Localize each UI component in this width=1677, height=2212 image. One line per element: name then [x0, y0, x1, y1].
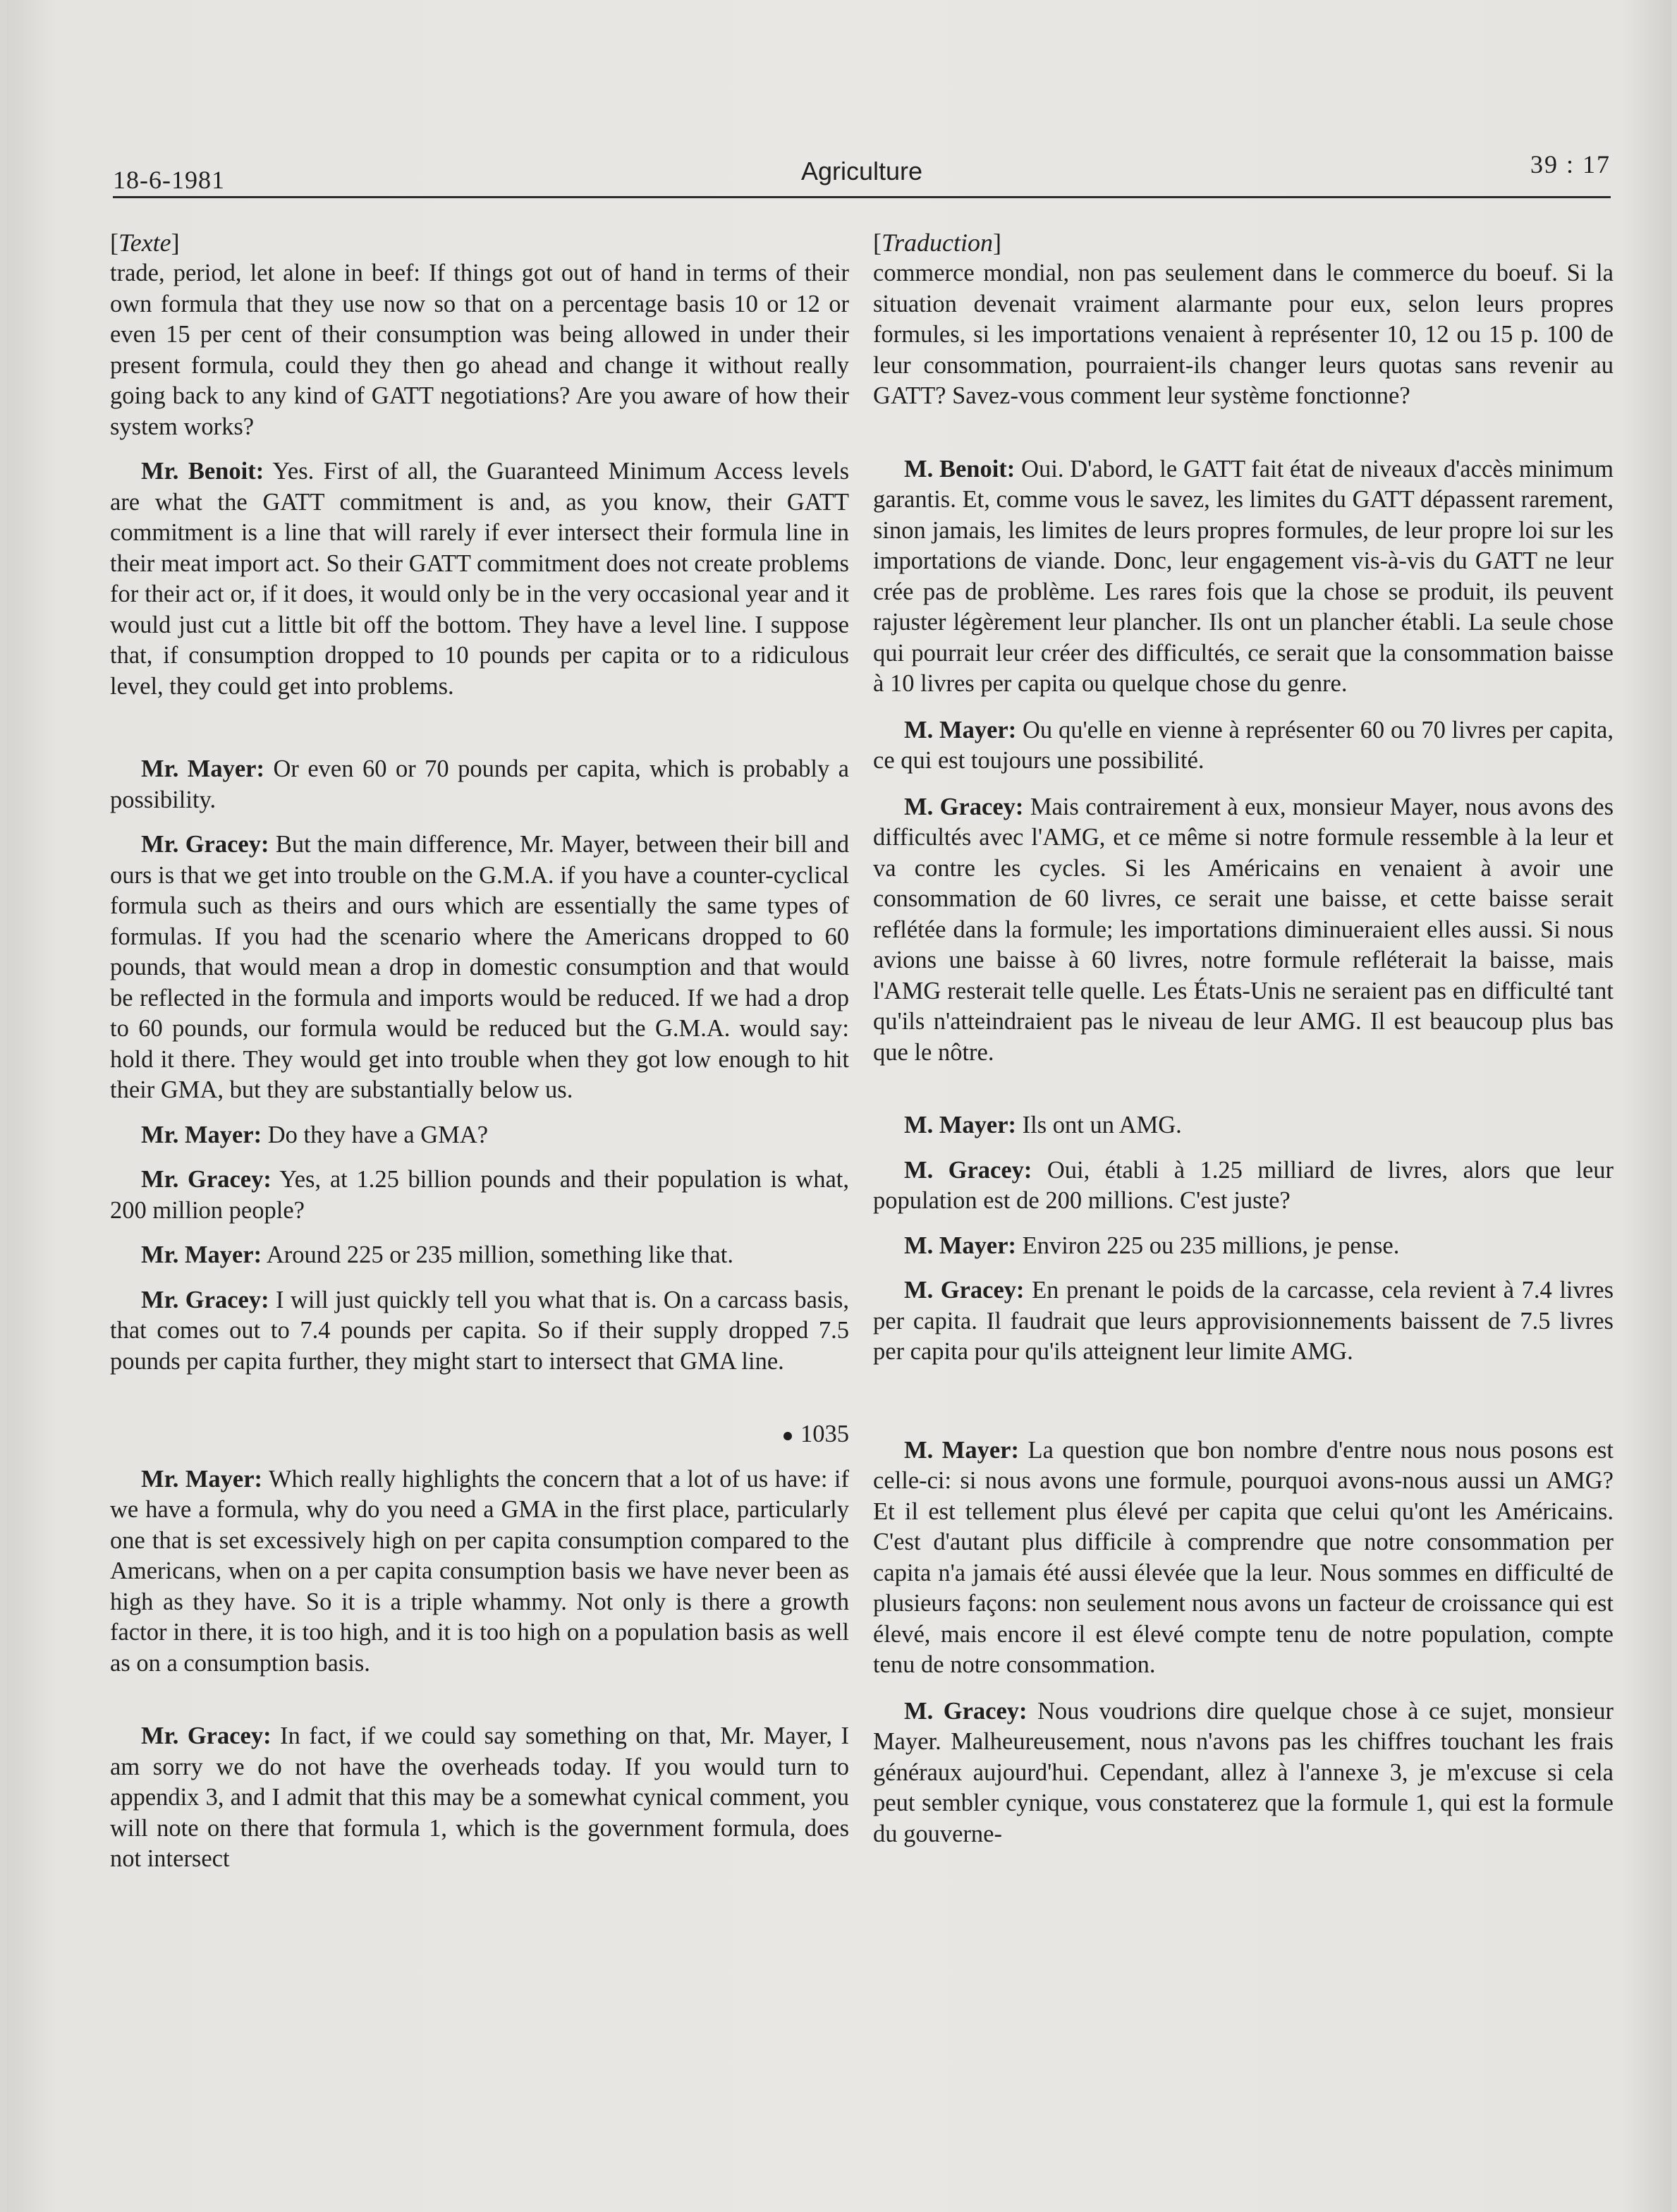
french-column	[873, 227, 1614, 1849]
speaker-name: Mr. Gracey:	[141, 1166, 272, 1193]
section-label-texte: [Texte]	[110, 229, 180, 257]
paragraph-intro: commerce mondial, non pas seulement dans le commerce du boeuf. Si la situation devenait vraiment alarmante pour eux, selon leurs propres formules, si les importations venaient à représenter 10, 12 ou 15 p. 100 de leur consommation, pourraient-ils changer leurs quotas sans revenir au GATT? Savez-vous comment leur système fonctionne?	[873, 260, 1614, 409]
paragraph-mayer: M. Mayer: Environ 225 ou 235 millions, je pense.	[904, 1232, 1400, 1259]
speaker-name: M. Mayer:	[904, 1436, 1019, 1464]
bullet-icon	[783, 1432, 792, 1440]
paragraph-mayer: Mr. Mayer: Which really highlights the concern that a lot of us have: if we have a formula, why do you need a GMA in the first place, particularly one that is set excessively high on per capita consumption compared to the Americans, when on a per capita consumption basis we have never been as high as they have. So it is a triple whammy. Not only is there a growth factor in there, it is too high, and it is too high on a population basis as well as on a consumption basis.	[110, 1465, 849, 1677]
speaker-name: Mr. Gracey:	[141, 1286, 269, 1313]
paragraph-benoit: Mr. Benoit: Yes. First of all, the Guaranteed Minimum Access levels are what the GATT commitment is and, as you know, their GATT commitment is a line that will rarely if ever intersect their formula line in their meat import act. So their GATT commitment does not create problems for their act or, if it does, it would only be in the very occasional year and it would just cut a little bit off the bottom. They have a level line. I suppose that, if consumption dropped to 10 pounds per capita or to a ridiculous level, they could get into problems.	[110, 458, 849, 700]
document-page	[7, 0, 1671, 2212]
speaker-name: Mr. Mayer:	[141, 1241, 262, 1268]
paragraph-gracey: Mr. Gracey: I will just quickly tell you what that is. On a carcass basis, that comes out to 7.4 pounds per capita. So if their supply dropped 7.5 pounds per capita further, they might start to intersect that GMA line.	[110, 1286, 849, 1375]
paragraph-gracey: M. Gracey: En prenant le poids de la carcasse, cela revient à 7.4 livres per capita. Il faudrait que leurs approvisionnements baissent de 7.5 livres per capita pour qu'ils atteignent leur limite AMG.	[873, 1277, 1614, 1365]
running-header	[113, 147, 1611, 198]
speaker-name: Mr. Gracey:	[141, 1722, 272, 1749]
section-label-traduction: [Traduction]	[873, 229, 1002, 257]
speaker-name: M. Mayer:	[904, 716, 1017, 743]
speaker-name: M. Gracey:	[904, 1156, 1032, 1184]
speaker-name: M. Benoit:	[904, 455, 1016, 482]
speaker-name: Mr. Gracey:	[141, 831, 269, 858]
paragraph-gracey: Mr. Gracey: In fact, if we could say something on that, Mr. Mayer, I am sorry we do not have the overheads today. If you would turn to appendix 3, and I admit that this may be a somewhat cynical comment, you will note on there that formula 1, which is the government formula, does not intersect	[110, 1722, 849, 1872]
speaker-name: Mr. Benoit:	[141, 458, 264, 485]
paragraph-mayer: Mr. Mayer: Or even 60 or 70 pounds per capita, which is probably a possibility.	[110, 755, 849, 813]
speaker-name: M. Mayer:	[904, 1232, 1016, 1259]
speaker-name: Mr. Mayer:	[141, 1121, 262, 1148]
header-title: Agriculture	[800, 157, 923, 186]
paragraph-gracey: Mr. Gracey: But the main difference, Mr. Mayer, between their bill and ours is that we get into trouble on the G.M.A. if you have a counter-cyclical formula such as theirs and ours which are essentially the same types of formulas. If you had the scenario where the Americans dropped to 60 pounds, that would mean a drop in domestic consumption and that would be reflected in the formula and imports would be reduced. If we had a drop to 60 pounds, our formula would be reduced but the G.M.A. would say: hold it there. They would get into trouble when they got low enough to hit their GMA, but they are substantially below us.	[110, 831, 849, 1103]
header-page-number: 39 : 17	[1530, 150, 1611, 178]
header-date: 18-6-1981	[113, 166, 225, 194]
paragraph-gracey: M. Gracey: Nous voudrions dire quelque chose à ce sujet, monsieur Mayer. Malheureusement, nous n'avons pas les chiffres touchant les frais généraux aujourd'hui. Cependant, allez à l'annexe 3, je m'excuse si cela peut sembler cynique, vous constaterez que la formule 1, qui est la formule du gouverne-	[873, 1697, 1614, 1847]
paragraph-gracey: Mr. Gracey: Yes, at 1.25 billion pounds and their population is what, 200 million people?	[110, 1166, 849, 1224]
speaker-name: M. Gracey:	[904, 793, 1024, 820]
speaker-name: Mr. Mayer:	[141, 1465, 263, 1493]
paragraph-gracey: M. Gracey: Oui, établi à 1.25 milliard de livres, alors que leur population est de 200 millions. C'est juste?	[873, 1156, 1614, 1214]
speaker-name: Mr. Mayer:	[141, 755, 264, 782]
paragraph-benoit: M. Benoit: Oui. D'abord, le GATT fait état de niveaux d'accès minimum garantis. Et, comme vous le savez, les limites du GATT dépassent rarement, sinon jamais, les limites de leurs propres formules, de leur propre loi sur les importations de viande. Donc, leur engagement vis-à-vis du GATT ne leur crée pas de problème. Les rares fois que la chose se produit, ils peuvent rajuster légèrement leur plancher. Ils ont un plancher établi. La seule chose qui pourrait leur créer des difficultés, ce serait que la consommation baisse à 10 livres per capita ou quelque chose du genre.	[873, 455, 1614, 697]
paragraph-gracey: M. Gracey: Mais contrairement à eux, monsieur Mayer, nous avons des difficultés avec l'AMG, et ce même si notre formule ressemble à la leur et va contre les cycles. Si les Américains en venaient à avoir une consommation de 60 livres, ce serait une baisse, et cette baisse serait reflétée dans la formule; les importations diminueraient elles aussi. Si nous avions une baisse à 60 livres, notre formule refléterait la baisse, mais l'AMG resterait telle quelle. Les États-Unis ne seraient pas en difficulté tant qu'ils n'atteindraient pas le niveau de leur AMG. Il est beaucoup plus bas que le nôtre.	[873, 793, 1614, 1066]
speaker-name: M. Gracey:	[904, 1277, 1025, 1304]
time-marker: 1035	[110, 1419, 849, 1450]
paragraph-mayer: M. Mayer: Ou qu'elle en vienne à représenter 60 ou 70 livres per capita, ce qui est toujours une possibilité.	[873, 716, 1614, 774]
paragraph-mayer: M. Mayer: La question que bon nombre d'entre nous nous posons est celle-ci: si nous avons une formule, pourquoi avons-nous aussi un AMG? Et il est tellement plus élevé per capita que celui qu'ont les Américains. C'est d'autant plus difficile à comprendre que notre consommation per capita n'a jamais été aussi élevée que la leur. Nous sommes en difficulté de plusieurs façons: non seulement nous avons un facteur de croissance qui est élevé, mais encore il est élevé compte tenu de notre population, compte tenu de notre consommation.	[873, 1436, 1614, 1678]
paragraph-intro: trade, period, let alone in beef: If things got out of hand in terms of their own formula that they use now so that on a percentage basis 10 or 12 or even 15 per cent of their consumption was being allowed in under their present formula, could they then go ahead and change it without really going back to any kind of GATT negotiations? Are you aware of how their system works?	[110, 260, 849, 440]
paragraph-mayer: Mr. Mayer: Do they have a GMA?	[141, 1121, 489, 1148]
speaker-name: M. Mayer:	[904, 1112, 1016, 1138]
english-column	[110, 227, 849, 1875]
paragraph-mayer: M. Mayer: Ils ont un AMG.	[904, 1112, 1182, 1138]
speaker-name: M. Gracey:	[904, 1697, 1027, 1725]
paragraph-mayer: Mr. Mayer: Around 225 or 235 million, something like that.	[141, 1241, 734, 1268]
